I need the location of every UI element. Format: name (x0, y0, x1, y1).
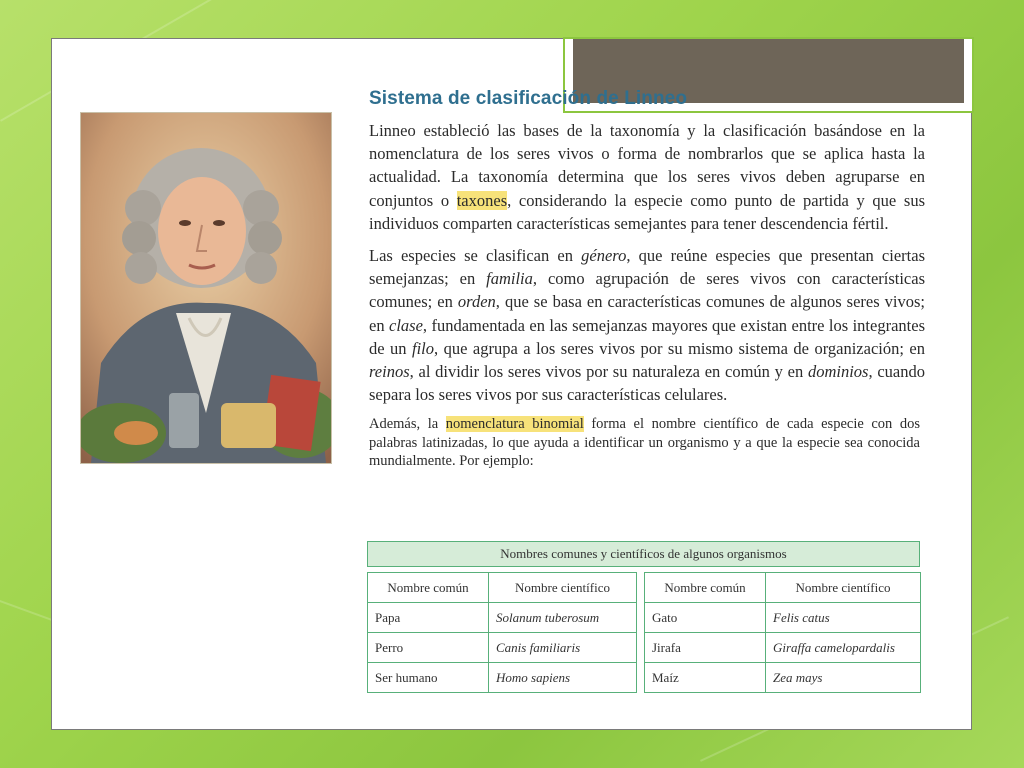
paragraph-binomial (369, 415, 920, 471)
linnaeus-portrait (80, 112, 332, 464)
scientific-name: Giraffa camelopardalis (773, 639, 895, 655)
term-filo: filo (412, 338, 435, 358)
term-orden: orden (457, 292, 496, 312)
cell-scientific (489, 603, 637, 633)
term-dominios: dominios (807, 362, 869, 382)
cell-common: Jirafa (645, 633, 766, 663)
text-run: , al dividir los seres vivos por su naturaleza en común y en (409, 362, 808, 382)
text-run: Las especies se clasifican en (369, 246, 582, 266)
cell-scientific (766, 663, 921, 693)
table-row (368, 663, 637, 693)
scientific-name: Canis familiaris (496, 639, 581, 655)
header-common-name: Nombre común (645, 573, 766, 603)
text-run: , fundamentada en las semejanzas mayores que existan entre los integrantes de un (369, 315, 925, 358)
paragraph-taxonomy (369, 119, 925, 235)
paragraph-classification (369, 244, 925, 406)
table-row (645, 663, 921, 693)
organisms-table-right (644, 572, 921, 693)
scientific-name: Homo sapiens (496, 669, 571, 685)
text-run: , que agrupa a los seres vivos por su mismo sistema de organización; en (434, 338, 925, 358)
cell-scientific (766, 603, 921, 633)
cell-common: Maíz (645, 663, 766, 693)
text-run: , como agrupación de seres vivos con características comunes; en (369, 269, 925, 312)
term-familia: familia (486, 269, 533, 289)
section-heading: Sistema de clasificación de Linneo (369, 88, 688, 109)
cell-common: Ser humano (368, 663, 489, 693)
organisms-table-left (367, 572, 637, 693)
scientific-name: Felis catus (773, 609, 830, 625)
header-scientific-name: Nombre científico (489, 573, 637, 603)
term-clase: clase (389, 315, 423, 335)
cell-scientific (489, 663, 637, 693)
cell-common: Perro (368, 633, 489, 663)
text-run: Linneo estableció las bases de la taxonomía y la clasificación basándose en la nomenclatura de los seres vivos o forma de nombrarlos que se aplica hasta la actualidad. La taxonomía determina que los seres vivos deben agruparse en conjuntos o (369, 121, 925, 210)
text-run: , cuando separa los seres vivos por sus características celulares. (369, 362, 925, 405)
text-run: , que se basa en características comunes de algunos seres vivos; en (369, 292, 926, 335)
term-reinos: reinos (369, 362, 410, 382)
table-row (368, 603, 637, 633)
header-common-name: Nombre común (368, 573, 489, 603)
table-header-row (368, 573, 637, 603)
scientific-name: Solanum tuberosum (496, 609, 600, 625)
term-genero: género (581, 246, 627, 266)
text-run: Además, la (369, 416, 446, 433)
table-row (368, 633, 637, 663)
cell-common: Papa (368, 603, 489, 633)
table-row (645, 603, 921, 633)
cell-common: Gato (645, 603, 766, 633)
text-run: , que reúne especies que presentan ciertas semejanzas; en (369, 246, 925, 289)
text-run: , considerando la especie como punto de partida y que sus individuos comparten características semejantes para tener descendencia fértil. (369, 190, 925, 233)
table-caption: Nombres comunes y científicos de algunos organismos (367, 541, 920, 567)
text-content (369, 88, 925, 484)
text-run: forma el nombre científico de cada especie con dos palabras latinizadas, lo que ayuda a identificar un organismo y a que la especie sea conocida mundialmente. Por ejemplo: (369, 416, 920, 470)
cell-scientific (766, 633, 921, 663)
highlight-taxones: taxones (456, 190, 508, 210)
highlight-nomenclatura: nomenclatura binomial (445, 416, 584, 433)
table-row (645, 633, 921, 663)
cell-scientific (489, 633, 637, 663)
scientific-name: Zea mays (773, 669, 823, 685)
table-header-row (645, 573, 921, 603)
portrait-illustration (81, 113, 331, 463)
header-scientific-name: Nombre científico (766, 573, 921, 603)
